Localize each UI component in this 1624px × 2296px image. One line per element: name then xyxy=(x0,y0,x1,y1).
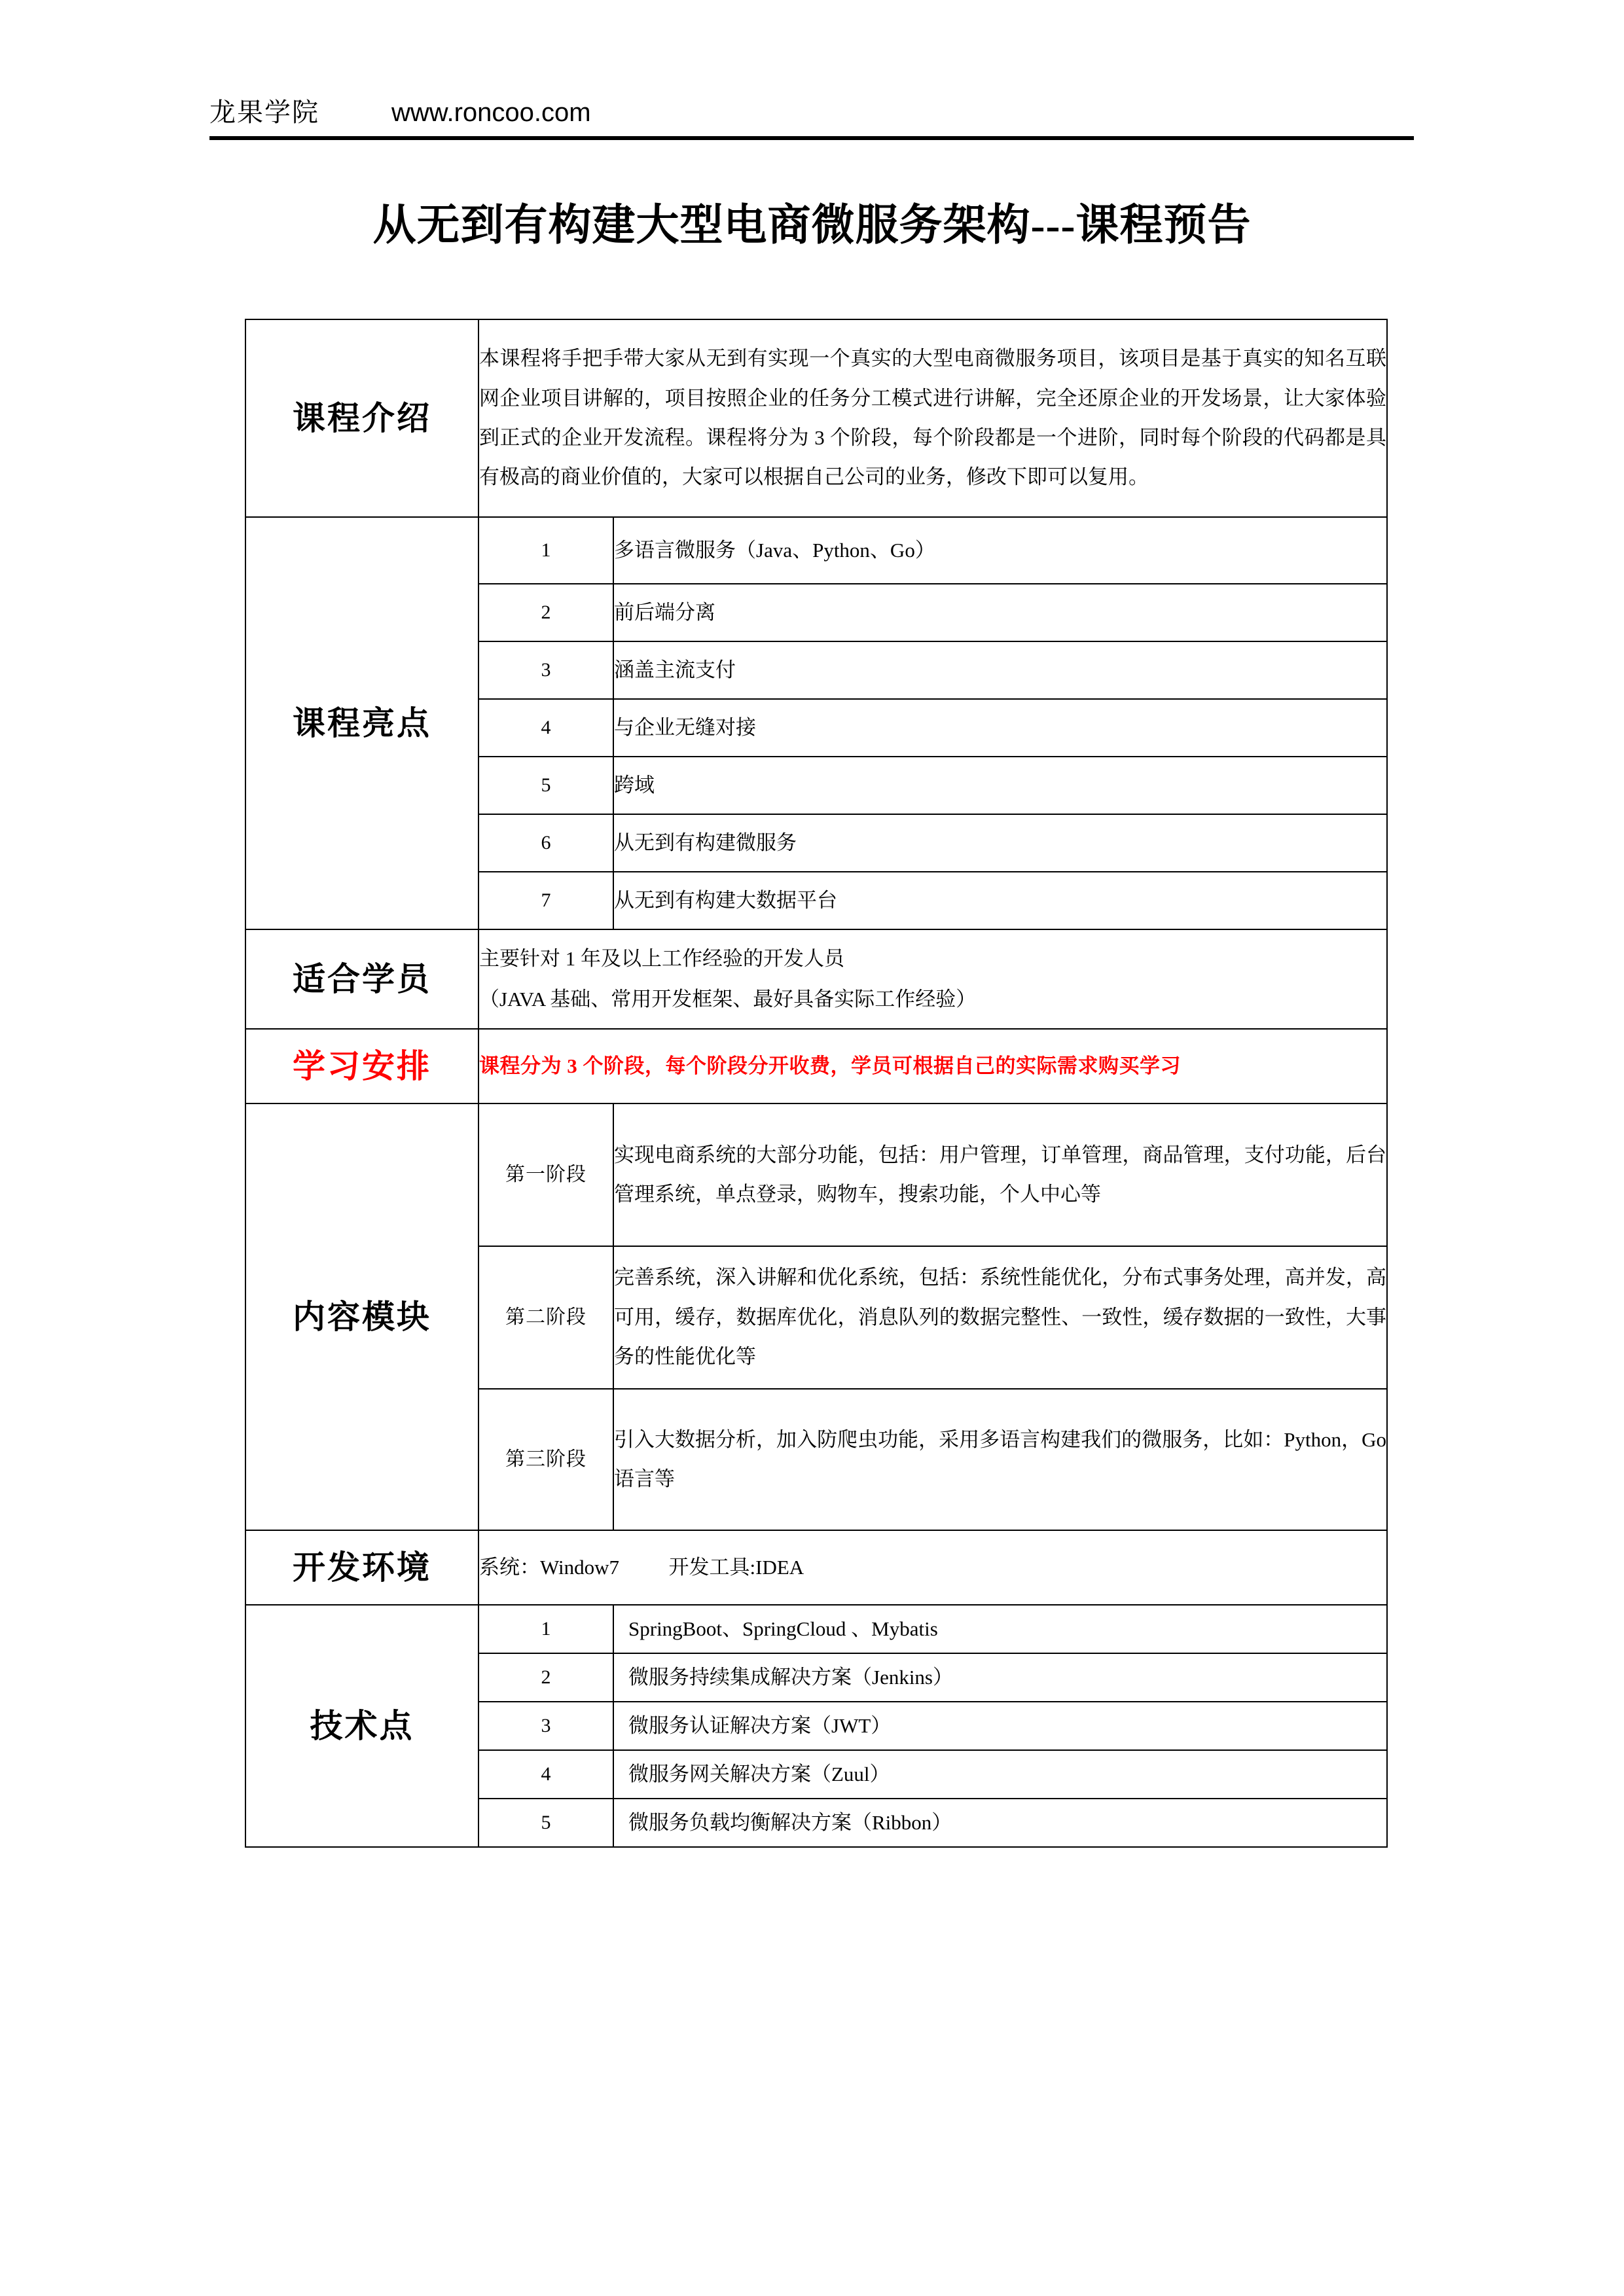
highlight-text: 从无到有构建微服务 xyxy=(613,814,1387,872)
table-row-audience xyxy=(245,929,1387,1029)
highlight-text: 从无到有构建大数据平台 xyxy=(613,872,1387,929)
table-row-highlight-1 xyxy=(245,517,1387,584)
table-row-course-intro xyxy=(245,319,1387,517)
highlight-text: 跨域 xyxy=(613,757,1387,814)
audience-text xyxy=(478,929,1387,1029)
environment-tool: 开发工具:IDEA xyxy=(668,1555,804,1579)
course-intro-text: 本课程将手把手带大家从无到有实现一个真实的大型电商微服务项目，该项目是基于真实的知名互联网企业项目讲解的，项目按照企业的任务分工模式进行讲解，完全还原企业的开发场景，让大家体验到正式的企业开发流程。课程将分为 3 个阶段，每个阶段都是一个进阶，同时每个阶段的代码都是具有极高的商业价值的，大家可以根据自己公司的业务，修改下即可以复用。 xyxy=(478,319,1387,517)
highlight-text: 涵盖主流支付 xyxy=(613,641,1387,699)
module-stage-text: 完善系统，深入讲解和优化系统，包括：系统性能优化，分布式事务处理，高并发，高可用，缓存，数据库优化，消息队列的数据完整性、一致性，缓存数据的一致性，大事务的性能优化等 xyxy=(613,1246,1387,1389)
tech-text: 微服务网关解决方案（Zuul） xyxy=(613,1750,1387,1799)
row-label-course-intro: 课程介绍 xyxy=(245,319,478,517)
row-label-study-plan: 学习安排 xyxy=(245,1029,478,1103)
highlight-index: 7 xyxy=(478,872,613,929)
page-title: 从无到有构建大型电商微服务架构---课程预告 xyxy=(372,202,1252,249)
site-url: www.roncoo.com xyxy=(391,98,591,127)
table-row-tech-1 xyxy=(245,1605,1387,1653)
table-row-environment xyxy=(245,1530,1387,1605)
row-label-modules: 内容模块 xyxy=(245,1103,478,1530)
tech-text: 微服务持续集成解决方案（Jenkins） xyxy=(613,1653,1387,1702)
row-label-environment: 开发环境 xyxy=(245,1530,478,1605)
highlight-index: 1 xyxy=(478,517,613,584)
table-row-module-stage-1 xyxy=(245,1103,1387,1246)
row-label-audience: 适合学员 xyxy=(245,929,478,1029)
highlight-index: 6 xyxy=(478,814,613,872)
module-stage-text: 实现电商系统的大部分功能，包括：用户管理，订单管理，商品管理，支付功能，后台管理系统，单点登录，购物车，搜索功能，个人中心等 xyxy=(613,1103,1387,1246)
module-stage-name: 第一阶段 xyxy=(478,1103,613,1246)
module-stage-name: 第二阶段 xyxy=(478,1246,613,1389)
tech-index: 3 xyxy=(478,1702,613,1750)
environment-os: 系统：Window7 xyxy=(479,1555,620,1579)
tech-text: 微服务认证解决方案（JWT） xyxy=(613,1702,1387,1750)
highlight-index: 5 xyxy=(478,757,613,814)
course-info-table xyxy=(245,319,1388,1848)
audience-line-1: 主要针对 1 年及以上工作经验的开发人员 xyxy=(479,947,844,970)
highlight-text: 前后端分离 xyxy=(613,584,1387,641)
tech-text: 微服务负载均衡解决方案（Ribbon） xyxy=(613,1799,1387,1847)
tech-index: 4 xyxy=(478,1750,613,1799)
tech-text: SpringBoot、SpringCloud 、Mybatis xyxy=(613,1605,1387,1653)
highlight-index: 2 xyxy=(478,584,613,641)
tech-index: 1 xyxy=(478,1605,613,1653)
environment-text xyxy=(478,1530,1387,1605)
module-stage-name: 第三阶段 xyxy=(478,1389,613,1530)
page-header xyxy=(209,98,1414,140)
highlight-index: 4 xyxy=(478,699,613,757)
brand-name: 龙果学院 xyxy=(209,98,319,127)
course-info-table-wrapper xyxy=(245,319,1386,1848)
highlight-text: 多语言微服务（Java、Python、Go） xyxy=(613,517,1387,584)
highlight-text: 与企业无缝对接 xyxy=(613,699,1387,757)
row-label-highlights: 课程亮点 xyxy=(245,517,478,929)
study-plan-text: 课程分为 3 个阶段，每个阶段分开收费，学员可根据自己的实际需求购买学习 xyxy=(478,1029,1387,1103)
tech-index: 2 xyxy=(478,1653,613,1702)
table-row-study-plan xyxy=(245,1029,1387,1103)
row-label-tech-points: 技术点 xyxy=(245,1605,478,1847)
audience-line-2: （JAVA 基础、常用开发框架、最好具备实际工作经验） xyxy=(479,988,977,1011)
tech-index: 5 xyxy=(478,1799,613,1847)
module-stage-text: 引入大数据分析，加入防爬虫功能，采用多语言构建我们的微服务，比如：Python，Go 语言等 xyxy=(613,1389,1387,1530)
highlight-index: 3 xyxy=(478,641,613,699)
